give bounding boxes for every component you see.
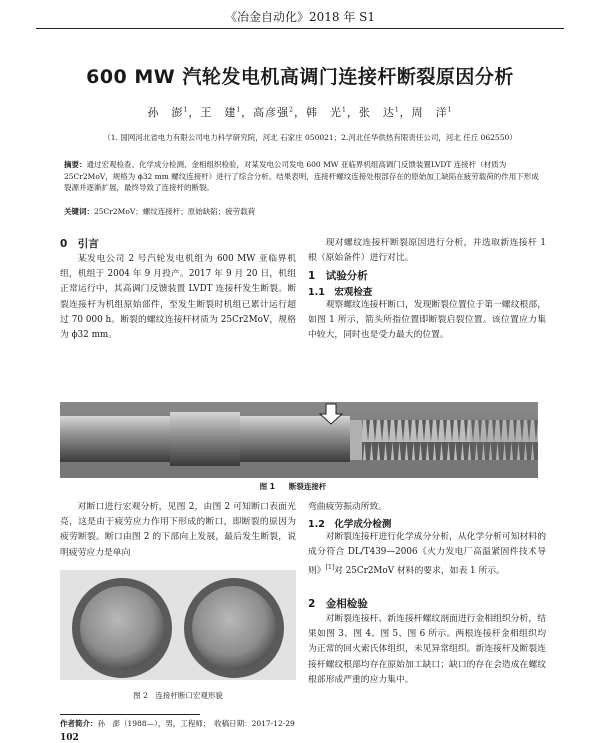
intro-body	[60, 252, 296, 343]
fracture-gap	[350, 420, 362, 460]
fracture-analysis-body	[60, 500, 296, 561]
author-affiliation-marker: 1	[342, 106, 347, 114]
figure-1-caption	[0, 481, 600, 492]
abstract-label: 摘要：	[64, 160, 87, 169]
author-note-label: 作者简介：	[60, 719, 98, 728]
author-separator: ，	[241, 106, 254, 119]
keywords	[64, 206, 542, 217]
figure-2-caption: 图 2 连接杆断口宏观形貌	[133, 691, 223, 700]
fracture-face-left	[80, 586, 164, 670]
chemistry-body	[308, 530, 546, 580]
footnote-rule	[60, 714, 200, 715]
comparison-paragraph: 现对螺纹连接杆断裂原因进行分析，并选取新连接杆 1 根（原始备件）进行对比。	[308, 238, 546, 264]
keywords-label: 关键词：	[64, 207, 94, 216]
running-header: 《冶金自动化》2018 年 S1	[224, 10, 376, 24]
author-name: 王 建	[200, 106, 237, 119]
author-separator: ，	[399, 106, 412, 119]
abstract	[64, 159, 542, 194]
affiliation: （1. 国网河北省电力有限公司电力科学研究院，河北 石家庄 050021；2.河北任华供热有限责任公司，河北 任丘 062550）	[103, 133, 517, 142]
macro-paragraph: 观察螺纹连接杆断口，发现断裂位置位于第一螺纹根部，如图 1 所示，箭头所指位置即断裂启裂位置。该位置应力集中较大，同时也是受力最大的位置。	[308, 300, 546, 341]
abstract-text: 通过宏观检查、化学成分检测、金相组织检验，对某发电公司发电 600 MW 亚临界机组高调门反馈装置LVDT 连接杆（材质为 25Cr2MoV，规格为 ϕ32 mm 螺纹连接杆）进行了综合分析。结果表明，连接杆螺纹连接处根部存在的原始加工缺陷在疲劳载荷的作用下形成裂源并逐渐扩展，最终导致了连接杆的断裂。	[64, 160, 539, 192]
page-number: 102	[60, 733, 79, 743]
author-note	[60, 718, 550, 729]
author-separator: ，	[346, 106, 359, 119]
section-heading-macro: 1.1 宏观检查	[308, 287, 373, 298]
author-name: 张 达	[358, 106, 395, 119]
author-affiliation-marker: 1	[236, 106, 242, 114]
author-affiliation-marker: 1	[183, 106, 189, 114]
figure-1-photo	[60, 402, 538, 478]
chemistry-paragraph	[308, 530, 546, 580]
author-affiliation-marker: 2	[289, 106, 294, 114]
section-heading-metallography: 2 金相检验	[308, 598, 368, 610]
keywords-text: 25Cr2MoV；螺纹连接杆；原始缺陷；疲劳载荷	[94, 207, 256, 216]
rod-hex-section	[170, 412, 240, 466]
figure-1-label: 图 1	[259, 482, 275, 491]
author-name: 孙 澎	[147, 106, 184, 119]
fracture-analysis-paragraph: 对断口进行宏观分析，见图 2，由图 2 可知断口表面光亮，这是由于疲劳应力作用下形成的断口，即断裂的原因为疲劳断裂。断口由图 2 的下部向上发展，最后发生断裂，说明疲劳应力是单向	[60, 502, 296, 558]
author-separator: ，	[188, 106, 201, 119]
author-name: 高彦强	[253, 106, 290, 119]
figure-2-photo	[60, 570, 296, 680]
fatigue-continuation-text: 弯曲疲劳振动所致。	[308, 502, 388, 512]
author-name: 韩 光	[306, 106, 342, 119]
author-separator: ，	[294, 106, 306, 119]
section-heading-intro: 0 引言	[60, 238, 99, 250]
fatigue-continuation	[308, 500, 546, 515]
author-note-text: 孙 澎（1988—），男，工程师； 收稿日期：2017-12-29	[97, 719, 295, 728]
metallography-body	[308, 612, 546, 688]
figure-1-title: 断裂连接杆	[288, 482, 327, 491]
header-rule	[36, 28, 564, 29]
chemistry-text-b: 对 25Cr2MoV 材料的要求，如表 1 所示。	[334, 566, 505, 577]
author-affiliation-marker: 1	[447, 106, 453, 114]
citation-ref: [1]	[325, 564, 335, 572]
metallography-paragraph: 对断裂连接杆、新连接杆螺纹剖面进行金相组织分析，结果如图 3、图 4、图 5、图 6 所示。两根连接杆金相组织均为正常的回火索氏体组织，未见异常组织。新连接杆及断裂连接杆螺纹根部均存在原始加工缺口；缺口的存在会造成在螺纹根部形成严重的应力集中。	[308, 614, 546, 685]
rod-thread	[362, 420, 470, 460]
section-heading-chemistry: 1.2 化学成分检测	[308, 519, 392, 530]
author-name: 周 洋	[411, 106, 448, 119]
fracture-face-right	[192, 586, 276, 670]
right-column-intro	[308, 236, 546, 266]
chemistry-text-a: 对断裂连接杆进行化学成分分析，从化学分析可知材料的成分符合 DL/T439—2006《火力发电厂高温紧固件技术导则》	[308, 532, 546, 577]
author-affiliation-marker: 1	[394, 106, 400, 114]
paper-title: 600 MW 汽轮发电机高调门连接杆断裂原因分析	[86, 66, 514, 88]
macro-body	[308, 298, 546, 344]
author-list	[0, 104, 600, 120]
section-heading-test: 1 试验分析	[308, 270, 368, 282]
intro-paragraph: 某发电公司 2 号汽轮发电机组为 600 MW 亚临界机组，机组于 2004 年 9 月投产。2017 年 9 月 20 日，机组正常运行中，其高调门反馈装置 LVDT 连接杆发生断裂。断裂连接杆为机组原始部件，至发生断裂时机组已累计运行超过 70 000 h。断裂的螺纹连接杆材质为 25Cr2MoV，规格为 ϕ32 mm。	[60, 254, 296, 341]
